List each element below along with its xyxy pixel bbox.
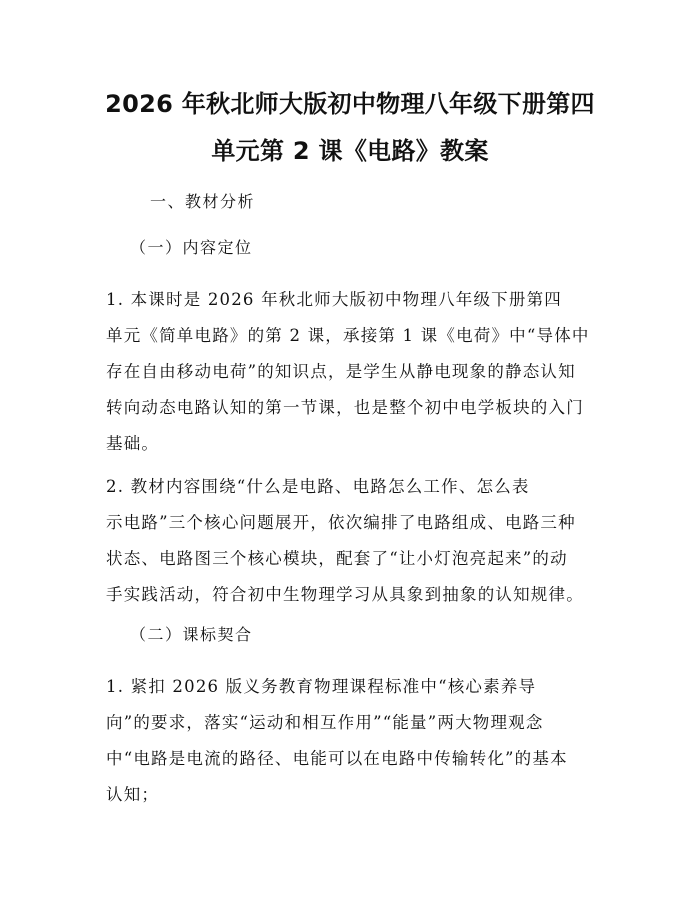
- paragraph-line: 中“电路是电流的路径、电能可以在电路中传输转化”的基本: [106, 749, 568, 768]
- paragraph-content-positioning-1: [106, 282, 596, 462]
- section-heading-textbook-analysis: 一、教材分析: [150, 192, 256, 211]
- paragraph-line: 状态、电路图三个核心模块，配套了“让小灯泡亮起来”的动: [106, 549, 568, 568]
- subsection-heading-content-positioning: （一）内容定位: [130, 238, 253, 257]
- paragraph-line: 向”的要求，落实“运动和相互作用”“能量”两大物理观念: [106, 713, 544, 732]
- document-title-line-2: 单元第 2 课《电路》教案: [211, 137, 489, 165]
- document-title-line-1: 2026 年秋北师大版初中物理八年级下册第四: [105, 90, 595, 118]
- paragraph-line: 1. 紧扣 2026 版义务教育物理课程标准中“核心素养导: [106, 677, 537, 696]
- paragraph-line: 手实践活动，符合初中生物理学习从具象到抽象的认知规律。: [106, 585, 584, 604]
- paragraph-line: 2. 教材内容围绕“什么是电路、电路怎么工作、怎么表: [106, 477, 530, 496]
- paragraph-line: 存在自由移动电荷”的知识点，是学生从静电现象的静态认知: [106, 362, 576, 381]
- paragraph-line: 转向动态电路认知的第一节课，也是整个初中电学板块的入门: [106, 398, 584, 417]
- paragraph-line: 1. 本课时是 2026 年秋北师大版初中物理八年级下册第四: [106, 290, 562, 309]
- paragraph-line: 示电路”三个核心问题展开，依次编排了电路组成、电路三种: [106, 513, 576, 532]
- subsection-heading-curriculum-alignment: （二）课标契合: [130, 625, 253, 644]
- paragraph-line: 单元《简单电路》的第 2 课，承接第 1 课《电荷》中“导体中: [106, 326, 590, 345]
- paragraph-line: 认知；: [106, 785, 160, 804]
- paragraph-curriculum-alignment-1: [106, 669, 596, 813]
- paragraph-content-positioning-2: [106, 469, 596, 613]
- paragraph-line: 基础。: [106, 434, 160, 453]
